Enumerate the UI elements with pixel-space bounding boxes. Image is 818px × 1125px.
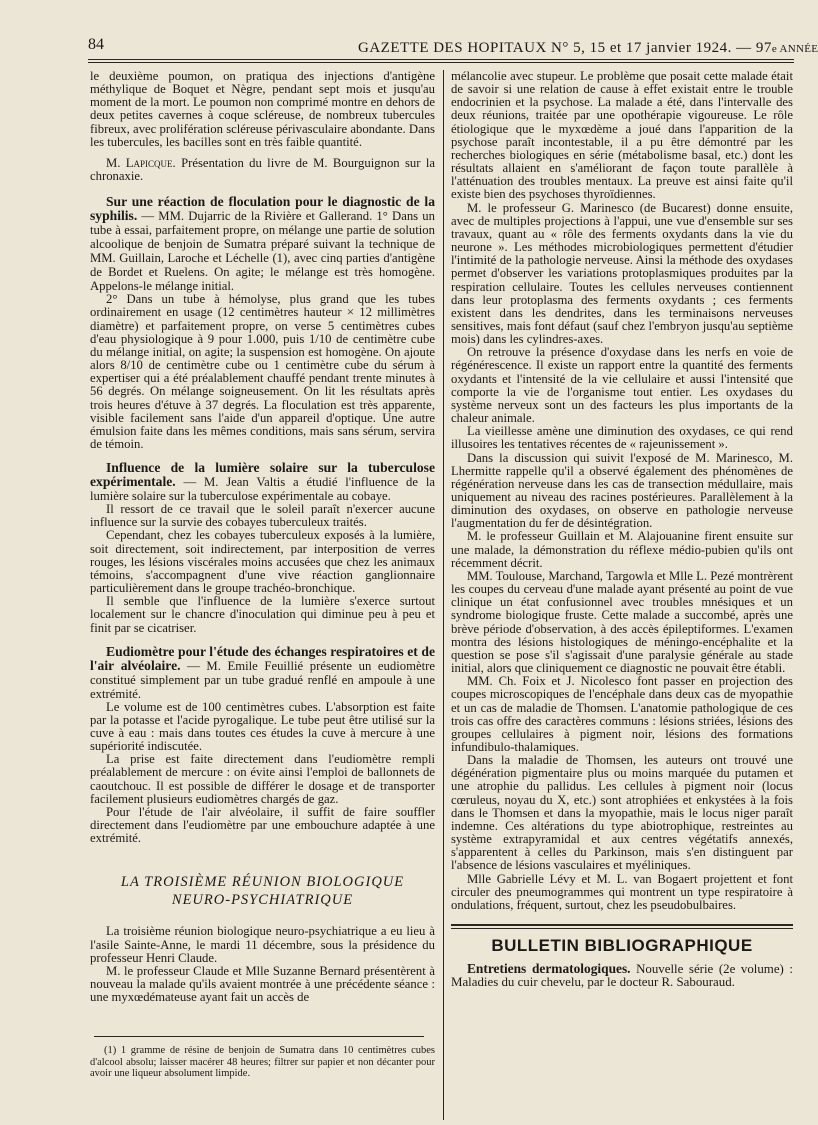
paragraph: MM. Ch. Foix et J. Nicolesco font passer en projection des coupes microscopiques de l'encéphale dans deux cas de myopathie et un cas de maladie de Thomsen. L'anatomie pathologique de ces trois cas offre des caractères communs : lésions striées, lésions des groupes cellulaires à pigment noir, lésions des formations infundibulo-thalamiques. bbox=[451, 674, 793, 754]
paragraph: Cependant, chez les cobayes tuberculeux exposés à la lumière, soit directement, soit indirectement, par interposition de verres rouges, les lésions viscérales moins accusées que chez les animaux témoins, s'accompagnent d'une vive réaction ganglionnaire particulièrement dans le groupe trachéo-bronchique. bbox=[90, 528, 435, 596]
header-rule-top bbox=[88, 59, 794, 60]
bulletin-rule-top bbox=[451, 924, 793, 926]
footnote: (1) 1 gramme de résine de benjoin de Sumatra dans 10 centimètres cubes d'alcool absolu; laisser macérer 48 heures; filtrer sur papier et non décanter pour avoir une liqueur absolument limpide. bbox=[90, 1045, 435, 1080]
paragraph: Le volume est de 100 centimètres cubes. L'absorption est faite par la potasse et l'acide pyrogalique. Le tube peut être utilisé sur la cuve à eau : mais dans toutes ces études la cuve à mercure à une supériorité indiscutée. bbox=[90, 699, 435, 754]
column-divider bbox=[443, 70, 444, 1120]
section-heading: Influence de la lumière solaire sur la tuberculose expérimentale. — M. Jean Valtis a étudié l'influence de la lumière solaire sur la tuberculose expérimentale au cobaye. bbox=[90, 460, 435, 504]
paragraph: La troisième réunion biologique neuro-psychiatrique a eu lieu à l'asile Sainte-Anne, le mardi 11 décembre, sous la présidence du professeur Henri Claude. bbox=[90, 924, 435, 965]
section-title bbox=[90, 873, 435, 909]
paragraph: 2° Dans un tube à hémolyse, plus grand que les tubes ordinairement en usage (12 centimètres hauteur × 12 millimètres diamètre) et parfaitement propre, on verse 5 centimètres cubes d'eau physiologique à 9 pour 1.000, puis 1/10 de centimètre cube du mélange initial, on agite; la suspension est homogène. On ajoute alors 8/10 de centimètre cube ou 1 centimètre cube du sérum à expertiser qui a été préalablement chauffé pendant trente minutes à 56 degrés. On mélange soigneusement. On lit les résultats après trois heures d'étuve à 37 degrés. La floculation est très apparente, visible facilement sans l'aide d'un appareil d'optique. Une autre émulsion faite dans les mêmes conditions, mais sans sérum, servira de témoin. bbox=[90, 292, 435, 451]
section-heading: Eudiomètre pour l'étude des échanges respiratoires et de l'air alvéolaire. — M. Emile Feuillié présente un eudiomètre constitué simplement par un tube gradué renflé en ampoule à une extrémité. bbox=[90, 643, 435, 701]
paragraph: Pour l'étude de l'air alvéolaire, il suffit de faire souffler directement dans l'eudiomètre par une embouchure adaptée à une extrémité. bbox=[90, 804, 435, 846]
paragraph: Dans la discussion qui suivit l'exposé de M. Marinesco, M. Lhermitte rappelle qu'il a observé également des phénomènes de régénération nerveuse dans les cas de transection médullaire, mais uniquement au niveau des racines postérieures. Parallèlement à la diminution des oxydases, on observe en pathologie nerveuse l'augmentation du fer de désintégration. bbox=[451, 450, 793, 531]
section-heading: Sur une réaction de floculation pour le diagnostic de la syphilis. — MM. Dujarric de la Rivière et Gallerand. 1° Dans un tube à essai, parfaitement propre, on mélange une partie de solution alcoolique de benjoin de Sumatra préparé suivant la technique de MM. Guillain, Laroche et Léchelle (1), avec cinq parties d'antigène de Bordet et Ruelens. On agite; le mélange est très homogène. Appelons-le mélange initial. bbox=[90, 194, 435, 294]
running-title-suffix: e ANNÉE bbox=[771, 43, 818, 55]
bulletin-title: BULLETIN BIBLIOGRAPHIQUE bbox=[491, 936, 753, 955]
left-column bbox=[90, 70, 435, 1080]
footnote-rule bbox=[94, 1036, 424, 1037]
paragraph: Il semble que l'influence de la lumière s'exerce surtout localement sur le chancre d'inoculation qui diminue peu à peu et finit par se cicatriser. bbox=[90, 594, 435, 635]
paragraph: Il ressort de ce travail que le soleil paraît n'exercer aucune influence sur la survie des cobayes tuberculeux traités. bbox=[90, 502, 435, 530]
paragraph: La prise est faite directement dans l'eudiomètre rempli préalablement de mercure : on évite ainsi l'emploi de ballonnets de caoutchouc. Il est possible de différer le dosage et de transporter facilement plusieurs eudiomètres chargés de gaz. bbox=[90, 752, 435, 806]
paragraph: M. le professeur Claude et Mlle Suzanne Bernard présentèrent à nouveau la malade qu'ils avaient montrée à une précédente séance : une myxœdémateuse ayant fait un accès de bbox=[90, 963, 435, 1005]
paragraph: On retrouve la présence d'oxydase dans les nerfs en voie de régénérescence. Il existe un rapport entre la quantité des ferments oxydants et l'intensité de la vie cellulaire et aussi l'intensité que comporte la vie de l'organisme tout entier. Les oxydases du système nerveux sont un des facteurs les plus importants de la chaleur animale. bbox=[451, 345, 793, 426]
page-number: 84 bbox=[88, 36, 104, 53]
section-title-line: LA TROISIÈME RÉUNION BIOLOGIQUE bbox=[120, 874, 405, 891]
paragraph: MM. Toulouse, Marchand, Targowla et Mlle L. Pezé montrèrent les coupes du cerveau d'une malade ayant présenté au point de vue clinique un état confusionnel avec troubles mnésiques et un syndrome biologique fruste. Cette malade a succombé, après une brève période d'observation, à des accès épileptiformes. L'examen montra des lésions histologiques de méningo-encéphalite et la question se pose s'il s'agissait d'une paralysie générale au stade initial, alors que cliniquement ce diagnostic ne pouvait être établi. bbox=[451, 568, 793, 676]
paragraph: M. le professeur G. Marinesco (de Bucarest) donne ensuite, avec de multiples projections à l'appui, une vue d'ensemble sur ses travaux, quant au « rôle des ferments oxydants dans la vie du neurone ». Les méthodes microbiologiques permettent d'étudier l'intimité de la pathologie nerveuse. Ainsi la méthode des oxydases permet d'observer les variations protoplasmiques produites par la respiration cellulaire. Toutes les cellules nerveuses contiennent dans leur protoplasma des ferments oxydants ; ces ferments existent dans les dendrites, dans les terminaisons nerveuses sensitives, mais font défaut (sauf chez l'embryon jusqu'au septième mois) dans les cylindres-axes. bbox=[451, 200, 793, 347]
running-header bbox=[358, 40, 818, 57]
running-title: GAZETTE DES HOPITAUX N° 5, 15 et 17 janvier 1924. — 97 bbox=[358, 40, 772, 56]
paragraph: Mlle Gabrielle Lévy et M. L. van Bogaert projettent et font circuler des pneumogrammes qui montrent un type respiratoire à ondulations, fréquent, surtout, chez les pseudobulbaires. bbox=[451, 871, 793, 912]
paragraph: M. Lapicque. Présentation du livre de M. Bourguignon sur la chronaxie. bbox=[90, 155, 435, 184]
paragraph: La vieillesse amène une diminution des oxydases, ce qui rend illusoires les tentatives récentes de « rajeunissement ». bbox=[451, 424, 793, 452]
right-column bbox=[451, 70, 793, 989]
paragraph: M. le professeur Guillain et M. Alajouanine firent ensuite sur une malade, la démonstration du réflexe médio-pubien qu'ils ont récemment décrit. bbox=[451, 529, 793, 570]
header-rule-bottom bbox=[88, 62, 794, 63]
bibliography-entry: Entretiens dermatologiques. Nouvelle série (2e volume) : Maladies du cuir chevelu, par le docteur R. Sabouraud. bbox=[451, 961, 793, 990]
paragraph: le deuxième poumon, on pratiqua des injections d'antigène méthylique de Boquet et Nègre, pendant sept mois et jusqu'au moment de la mort. Le poumon non comprimé montre en dehors de deux petites cavernes à coque scléreuse, de nombreux tubercules fibreux, avec prolifération scléreuse périvasculaire abondante. Dans les tubercules, les bacilles sont en très faible quantité. bbox=[90, 69, 435, 149]
section-title-line: NEURO-PSYCHIATRIQUE bbox=[171, 892, 354, 909]
bulletin-rule-bottom bbox=[451, 928, 793, 929]
paragraph: mélancolie avec stupeur. Le problème que posait cette malade était de savoir si une relation de cause à effet existait entre le trouble endocrinien et la psychose. La malade a été, dans l'intervalle des deux réunions, traitée par une opothérapie vigoureuse. Le rôle étiologique que le myxœdème a joué dans l'apparition de la psychose paraît incontestable, il a pu être démontré par les recherches biologiques en série (métabolisme basal, etc.) dont les résultats allaient en s'améliorant de façon toute parallèle à l'atténuation des troubles mentaux. La preuve est ainsi faite qu'il existe bien des psychoses thyroïdiennes. bbox=[451, 69, 793, 202]
paragraph: Dans la maladie de Thomsen, les auteurs ont trouvé une dégénération pigmentaire plus ou moins marquée du putamen et une atrophie du pallidus. Les cellules à pigment noir (locus cœruleus, noyau du X, etc.) sont atrophiées et enkystées à la fois dans le Thomsen et dans la myopathie, mais le locus niger paraît indemne. Ces altérations du type abiotrophique, restreintes au système extrapyramidal et aux centres végétatifs annexés, s'apparentent à celles du Parkinson, mais s'en distinguent par l'absence de lésions vasculaires et myéliniques. bbox=[451, 753, 793, 873]
